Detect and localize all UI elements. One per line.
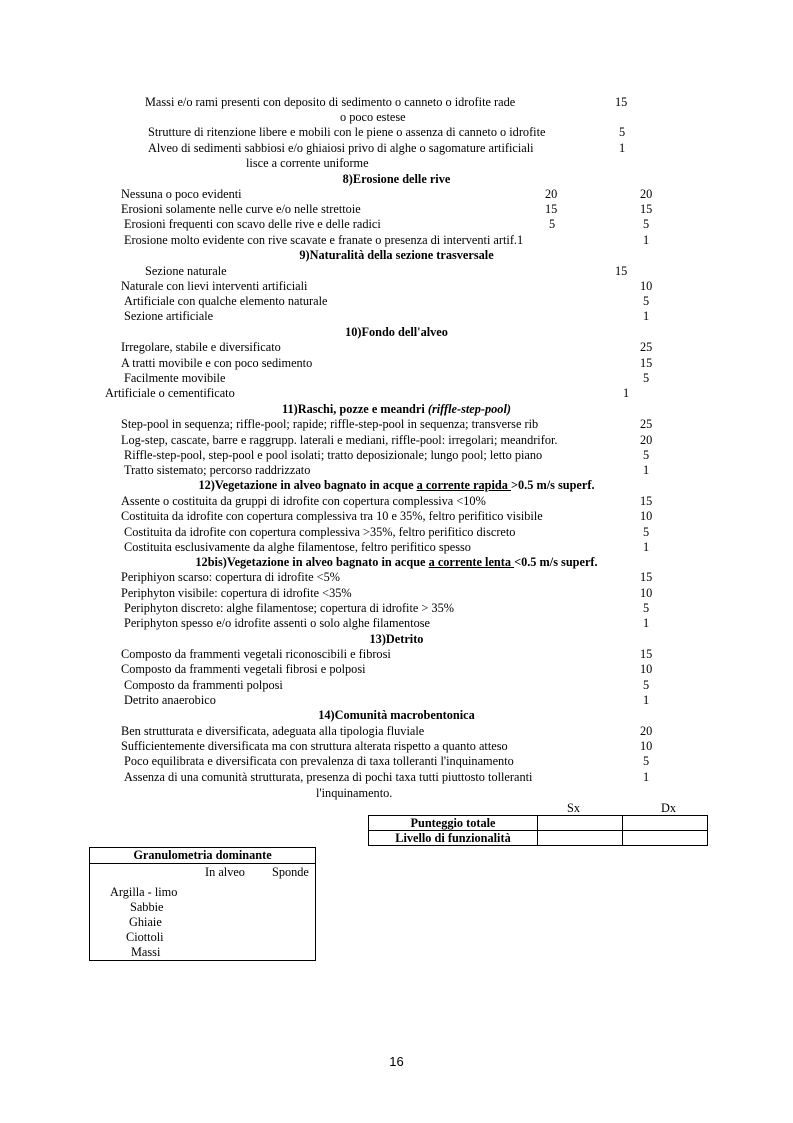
s12-row-2-score: 10 xyxy=(640,509,653,523)
s12-row-4-text: Costituita esclusivamente da alghe filamentose, feltro perifitico spesso xyxy=(124,540,471,554)
s14-row-3-score: 5 xyxy=(643,754,650,768)
granulometry-row-ghiaie: Ghiaie xyxy=(129,915,162,929)
s14-row-4-text: Assenza di una comunità strutturata, presenza di pochi taxa tutti piuttosto tolleranti xyxy=(124,770,533,784)
page-number: 16 xyxy=(389,1054,404,1069)
s13-row-2-text: Composto da frammenti vegetali fibrosi e polposi xyxy=(121,662,366,676)
top-row-1-text: Massi e/o rami presenti con deposito di sedimento o canneto o idrofite rade xyxy=(145,95,516,109)
s11-row-1-score: 25 xyxy=(640,417,653,431)
section-10-title: 10)Fondo dell'alveo xyxy=(345,325,448,339)
top-row-1-score: 15 xyxy=(615,95,628,109)
s12-row-3-text: Costituita da idrofite con copertura complessiva >35%, feltro perifitico discreto xyxy=(124,525,516,539)
s8-row-4-text: Erosione molto evidente con rive scavate e franate o presenza di interventi artif.1 xyxy=(124,233,524,247)
s14-row-1-text: Ben strutturata e diversificata, adeguata alla tipologia fluviale xyxy=(121,724,425,738)
s8-row-3-text: Erosioni frequenti con scavo delle rive e delle radici xyxy=(124,217,381,231)
s14-row-3-text: Poco equilibrata e diversificata con prevalenza di taxa tolleranti l'inquinamento xyxy=(124,754,514,768)
section-12-title xyxy=(0,478,793,493)
s12bis-row-3-score: 5 xyxy=(643,601,650,615)
top-row-2-score: 5 xyxy=(619,125,626,139)
granulometry-row-argilla: Argilla - limo xyxy=(110,885,178,899)
section-12-title-underlined: a corrente rapida xyxy=(416,478,511,492)
s14-row-4-score: 1 xyxy=(643,770,650,784)
s11-row-2-text: Log-step, cascate, barre e raggrupp. laterali e mediani, riffle-pool: irregolari; meandrifor. xyxy=(121,433,558,447)
granulometry-row-massi: Massi xyxy=(131,945,161,959)
score-col-sx: Sx xyxy=(567,801,580,815)
s10-row-3-score: 5 xyxy=(643,371,650,385)
s8-row-2-dx: 15 xyxy=(640,202,653,216)
granulometry-row-ciottoli: Ciottoli xyxy=(126,930,164,944)
functionality-level-label: Livello di funzionalità xyxy=(369,831,538,846)
s11-row-2-score: 20 xyxy=(640,433,653,447)
section-13-title: 13)Detrito xyxy=(369,632,424,646)
total-score-sx-cell[interactable] xyxy=(538,816,623,831)
top-row-2-text: Strutture di ritenzione libere e mobili con le piene o assenza di canneto o idrofite xyxy=(148,125,546,139)
granulometry-title: Granulometria dominante xyxy=(90,848,315,864)
top-row-3-score: 1 xyxy=(619,141,626,155)
s8-row-4-dx: 1 xyxy=(643,233,650,247)
s13-row-1-text: Composto da frammenti vegetali riconoscibili e fibrosi xyxy=(121,647,391,661)
section-12bis-title xyxy=(0,555,793,570)
granulometry-row-sabbie: Sabbie xyxy=(130,900,164,914)
s9-row-2-text: Naturale con lievi interventi artificiali xyxy=(121,279,308,293)
s10-row-4-text: Artificiale o cementificato xyxy=(105,386,235,400)
s14-row-4-text-cont: l'inquinamento. xyxy=(316,786,393,800)
s8-row-1-sx: 20 xyxy=(545,187,558,201)
section-12bis-title-underlined: a corrente lenta xyxy=(428,555,515,569)
granulometry-box xyxy=(89,847,316,961)
s12bis-row-2-score: 10 xyxy=(640,586,653,600)
section-11-title-main: 11)Raschi, pozze e meandri xyxy=(282,402,428,416)
s13-row-3-score: 5 xyxy=(643,678,650,692)
total-score-dx-cell[interactable] xyxy=(623,816,708,831)
section-12bis-title-b: <0.5 m/s superf. xyxy=(514,555,598,569)
s13-row-4-score: 1 xyxy=(643,693,650,707)
s13-row-2-score: 10 xyxy=(640,662,653,676)
section-14-title: 14)Comunità macrobentonica xyxy=(318,708,475,722)
s8-row-3-sx: 5 xyxy=(549,217,556,231)
section-12-title-b: >0.5 m/s superf. xyxy=(511,478,595,492)
top-row-3-text: Alveo di sedimenti sabbiosi e/o ghiaiosi privo di alghe o sagomature artificiali xyxy=(148,141,534,155)
total-score-label: Punteggio totale xyxy=(369,816,538,831)
s9-row-4-text: Sezione artificiale xyxy=(124,309,214,323)
s9-row-2-score: 10 xyxy=(640,279,653,293)
top-row-3-text-cont: lisce a corrente uniforme xyxy=(246,156,369,170)
functionality-level-sx-cell[interactable] xyxy=(538,831,623,846)
s12-row-4-score: 1 xyxy=(643,540,650,554)
s12-row-1-score: 15 xyxy=(640,494,653,508)
s12-row-3-score: 5 xyxy=(643,525,650,539)
functionality-level-dx-cell[interactable] xyxy=(623,831,708,846)
s8-row-1-dx: 20 xyxy=(640,187,653,201)
s8-row-3-dx: 5 xyxy=(643,217,650,231)
section-12-title-a: 12)Vegetazione in alveo bagnato in acque xyxy=(198,478,417,492)
s9-row-4-score: 1 xyxy=(643,309,650,323)
s14-row-2-score: 10 xyxy=(640,739,653,753)
s12-row-1-text: Assente o costituita da gruppi di idrofite con copertura complessiva <10% xyxy=(121,494,486,508)
section-11-title xyxy=(0,402,793,417)
s10-row-2-score: 15 xyxy=(640,356,653,370)
s8-row-2-text: Erosioni solamente nelle curve e/o nelle strettoie xyxy=(121,202,361,216)
s12bis-row-2-text: Periphyton visibile: copertura di idrofite <35% xyxy=(121,586,352,600)
s12bis-row-1-text: Periphiyon scarso: copertura di idrofite <5% xyxy=(121,570,340,584)
s14-row-2-text: Sufficientemente diversificata ma con struttura alterata rispetto a quanto atteso xyxy=(121,739,508,753)
table-row xyxy=(369,816,708,831)
s11-row-3-text: Riffle-step-pool, step-pool e pool isolati; tratto deposizionale; lungo pool; letto piano xyxy=(124,448,543,462)
section-9-title: 9)Naturalità della sezione trasversale xyxy=(299,248,494,262)
granulometry-col-sponde: Sponde xyxy=(272,865,309,879)
score-table xyxy=(368,815,708,846)
s12bis-row-1-score: 15 xyxy=(640,570,653,584)
s13-row-3-text: Composto da frammenti polposi xyxy=(124,678,283,692)
s12-row-2-text: Costituita da idrofite con copertura complessiva tra 10 e 35%, feltro perifitico visibile xyxy=(121,509,543,523)
s9-row-3-text: Artificiale con qualche elemento naturale xyxy=(124,294,328,308)
s11-row-1-text: Step-pool in sequenza; riffle-pool; rapide; riffle-step-pool in sequenza; transverse rib xyxy=(121,417,539,431)
s11-row-4-text: Tratto sistemato; percorso raddrizzato xyxy=(124,463,311,477)
s9-row-3-score: 5 xyxy=(643,294,650,308)
s13-row-1-score: 15 xyxy=(640,647,653,661)
top-row-1-text-cont: o poco estese xyxy=(340,110,406,124)
s8-row-1-text: Nessuna o poco evidenti xyxy=(121,187,242,201)
s11-row-4-score: 1 xyxy=(643,463,650,477)
s10-row-4-score: 1 xyxy=(623,386,630,400)
section-12bis-title-a: 12bis)Vegetazione in alveo bagnato in acque xyxy=(195,555,429,569)
section-8-title: 8)Erosione delle rive xyxy=(342,172,451,186)
s12bis-row-3-text: Periphyton discreto: alghe filamentose; copertura di idrofite > 35% xyxy=(124,601,454,615)
s10-row-1-score: 25 xyxy=(640,340,653,354)
s9-row-1-text: Sezione naturale xyxy=(145,264,227,278)
s9-row-1-score: 15 xyxy=(615,264,628,278)
granulometry-col-in-alveo: In alveo xyxy=(205,865,245,879)
section-11-title-italic: (riffle-step-pool) xyxy=(427,402,511,416)
s8-row-2-sx: 15 xyxy=(545,202,558,216)
s10-row-1-text: Irregolare, stabile e diversificato xyxy=(121,340,281,354)
s12bis-row-4-text: Periphyton spesso e/o idrofite assenti o solo alghe filamentose xyxy=(124,616,430,630)
s11-row-3-score: 5 xyxy=(643,448,650,462)
table-row xyxy=(369,831,708,846)
s10-row-2-text: A tratti movibile e con poco sedimento xyxy=(121,356,313,370)
s14-row-1-score: 20 xyxy=(640,724,653,738)
score-col-dx: Dx xyxy=(661,801,677,815)
s10-row-3-text: Facilmente movibile xyxy=(124,371,226,385)
s13-row-4-text: Detrito anaerobico xyxy=(124,693,216,707)
s12bis-row-4-score: 1 xyxy=(643,616,650,630)
